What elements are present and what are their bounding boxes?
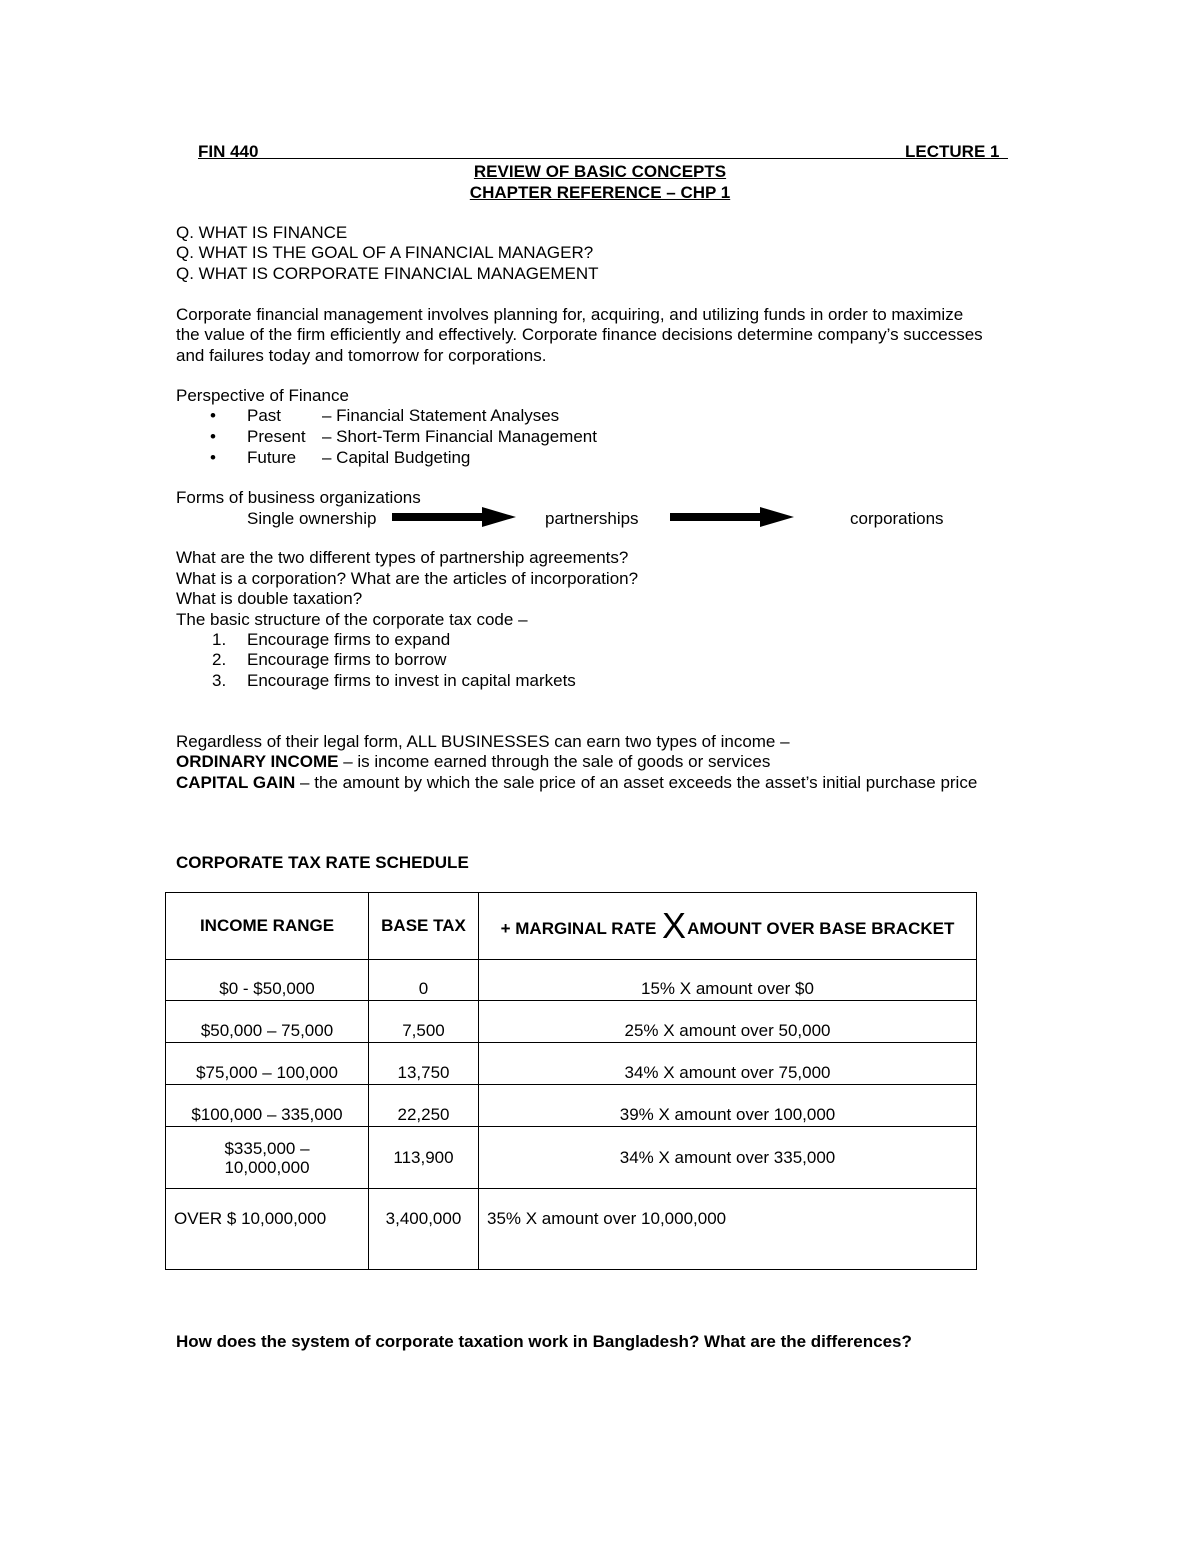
cell-base-tax: 22,250	[369, 1085, 479, 1127]
range-line-2: 10,000,000	[224, 1157, 310, 1177]
list-item: Encourage firms to expand	[247, 630, 451, 649]
cell-marginal: 25% X amount over 50,000	[479, 1001, 977, 1043]
table-row	[166, 1043, 977, 1085]
cell-marginal: 15% X amount over $0	[479, 960, 977, 1001]
cell-marginal: 34% X amount over 335,000	[479, 1127, 977, 1189]
lecture-number: LECTURE 1	[905, 142, 1000, 161]
cell-income-range: $100,000 – 335,000	[166, 1085, 369, 1127]
stage-single-ownership: Single ownership	[247, 509, 377, 528]
list-number: 1.	[212, 630, 227, 649]
cell-marginal: 34% X amount over 75,000	[479, 1043, 977, 1085]
header-base-tax: BASE TAX	[369, 893, 479, 960]
header-marginal-prefix: + MARGINAL RATE	[500, 919, 657, 938]
bullet: •	[210, 448, 216, 467]
perspective-term: Future	[247, 448, 297, 467]
definition-line-1: Corporate financial management involves planning for, acquiring, and utilizing funds in order to maximize	[176, 305, 964, 324]
ordinary-income-desc: – is income earned through the sale of goods or services	[338, 752, 771, 771]
arrow-right-icon	[670, 506, 796, 528]
chapter-reference: CHAPTER REFERENCE – CHP 1	[469, 183, 731, 202]
perspective-heading: Perspective of Finance	[176, 386, 349, 405]
cell-income-range	[166, 1127, 369, 1189]
table-row	[166, 1001, 977, 1043]
perspective-term: Present	[247, 427, 306, 446]
income-intro: Regardless of their legal form, ALL BUSINESSES can earn two types of income –	[176, 732, 790, 751]
header-marginal	[479, 893, 977, 960]
tax-rate-table	[165, 892, 977, 1270]
ordinary-income-term: ORDINARY INCOME	[176, 752, 339, 771]
capital-gain-desc: – the amount by which the sale price of an asset exceeds the asset’s initial purchase price	[295, 773, 978, 792]
header-marginal-suffix: AMOUNT OVER BASE BRACKET	[687, 919, 955, 938]
cell-marginal: 35% X amount over 10,000,000	[479, 1189, 977, 1270]
perspective-desc: – Financial Statement Analyses	[322, 406, 560, 425]
capital-gain-line	[176, 773, 977, 793]
question-corporate: Q. WHAT IS CORPORATE FINANCIAL MANAGEMENT	[176, 264, 599, 283]
table-row	[166, 1085, 977, 1127]
question-partnership: What are the two different types of partnership agreements?	[176, 548, 629, 567]
cell-base-tax: 13,750	[369, 1043, 479, 1085]
forms-heading: Forms of business organizations	[176, 488, 421, 507]
table-header-row	[166, 893, 977, 960]
tax-schedule-title: CORPORATE TAX RATE SCHEDULE	[176, 853, 469, 872]
table-row	[166, 1189, 977, 1270]
closing-question: How does the system of corporate taxation work in Bangladesh? What are the differences?	[176, 1332, 912, 1351]
table-row	[166, 1127, 977, 1189]
list-item: Encourage firms to invest in capital markets	[247, 671, 576, 690]
bullet: •	[210, 427, 216, 446]
definition-line-2: the value of the firm efficiently and effectively. Corporate finance decisions determine company’s successes	[176, 325, 983, 344]
capital-gain-term: CAPITAL GAIN	[176, 773, 296, 792]
stage-partnerships: partnerships	[545, 509, 639, 528]
cell-base-tax: 3,400,000	[369, 1189, 479, 1270]
cell-base-tax: 113,900	[369, 1127, 479, 1189]
perspective-term: Past	[247, 406, 282, 425]
list-number: 2.	[212, 650, 227, 669]
definition-line-3: and failures today and tomorrow for corporations.	[176, 346, 547, 365]
cell-income-range: $50,000 – 75,000	[166, 1001, 369, 1043]
ordinary-income-line	[176, 752, 770, 772]
arrow-right-icon	[392, 506, 518, 528]
course-code: FIN 440	[198, 142, 259, 161]
cell-base-tax: 7,500	[369, 1001, 479, 1043]
question-finance: Q. WHAT IS FINANCE	[176, 223, 348, 242]
stage-corporations: corporations	[850, 509, 944, 528]
header-rule	[198, 158, 1008, 159]
tax-code-intro: The basic structure of the corporate tax code –	[176, 610, 528, 629]
list-item: Encourage firms to borrow	[247, 650, 447, 669]
cell-income-range: $0 - $50,000	[166, 960, 369, 1001]
header-income-range: INCOME RANGE	[166, 893, 369, 960]
cell-base-tax: 0	[369, 960, 479, 1001]
range-line-1: $335,000 –	[224, 1138, 310, 1158]
document-title: REVIEW OF BASIC CONCEPTS	[473, 162, 727, 181]
cell-income-range: $75,000 – 100,000	[166, 1043, 369, 1085]
question-corporation: What is a corporation? What are the articles of incorporation?	[176, 569, 639, 588]
list-number: 3.	[212, 671, 227, 690]
question-goal: Q. WHAT IS THE GOAL OF A FINANCIAL MANAGER?	[176, 243, 594, 262]
cell-marginal: 39% X amount over 100,000	[479, 1085, 977, 1127]
perspective-desc: – Short-Term Financial Management	[322, 427, 597, 446]
perspective-desc: – Capital Budgeting	[322, 448, 471, 467]
table-row	[166, 960, 977, 1001]
multiply-x: X	[662, 905, 687, 946]
cell-income-range: OVER $ 10,000,000	[166, 1189, 369, 1270]
question-double-taxation: What is double taxation?	[176, 589, 363, 608]
bullet: •	[210, 406, 216, 425]
